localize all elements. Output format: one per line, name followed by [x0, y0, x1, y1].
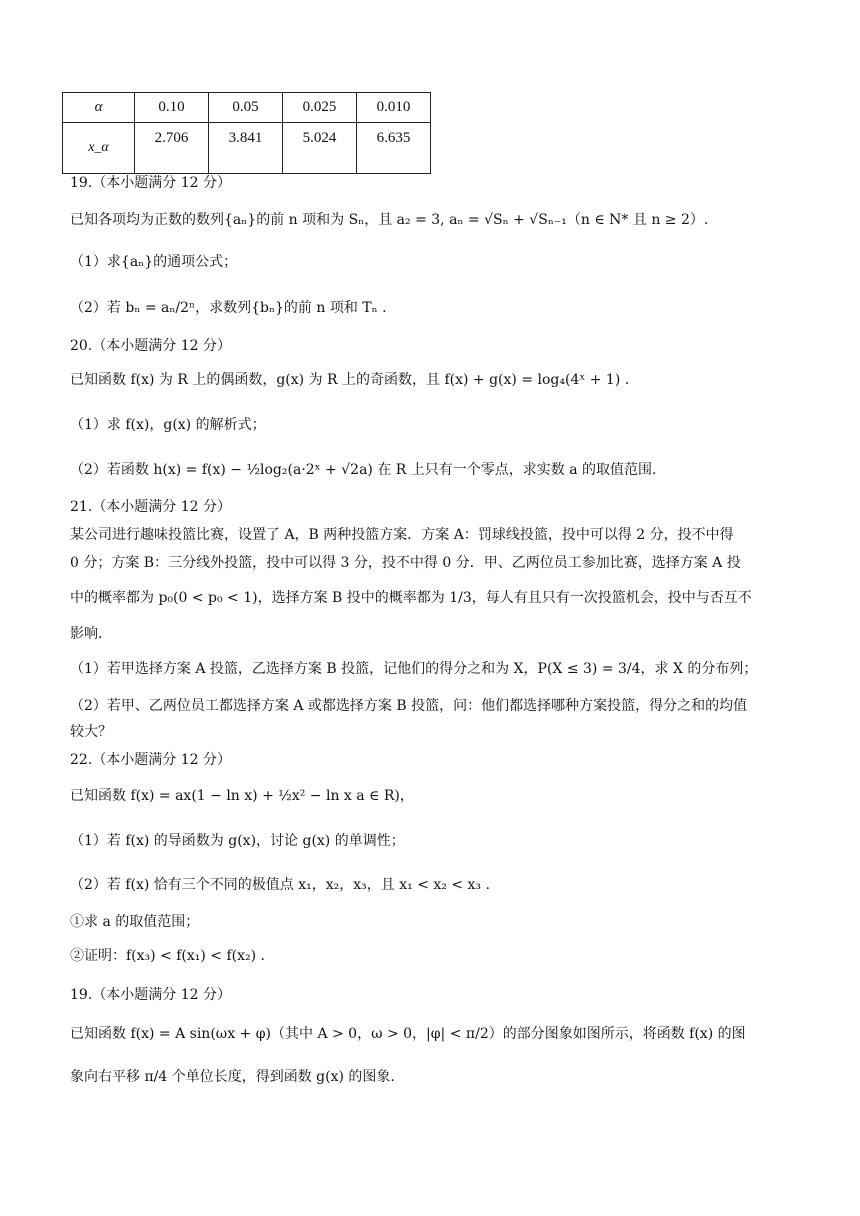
- table-cell: 2.706: [135, 123, 209, 174]
- table-cell: 0.10: [135, 93, 209, 123]
- table-row: [63, 93, 431, 123]
- question-21-text-line: 中的概率都为 p₀(0 < p₀ < 1)，选择方案 B 投中的概率都为 1/3，每人有且只有一次投篮机会，投中与否互不: [70, 590, 752, 606]
- question-19-stem: 已知各项均为正数的数列{aₙ}的前 n 项和为 Sₙ，且 a₂ = 3, aₙ = √Sₙ + √Sₙ₋₁（n ∈ N* 且 n ≥ 2）.: [70, 212, 709, 228]
- question-20-stem: 已知函数 f(x) 为 R 上的偶函数，g(x) 为 R 上的奇函数，且 f(x) + g(x) = log₄(4ˣ + 1) .: [70, 372, 630, 388]
- table-row: [63, 123, 431, 174]
- question-22-part2: （2）若 f(x) 恰有三个不同的极值点 x₁，x₂，x₃，且 x₁ < x₂ < x₃ .: [70, 877, 490, 893]
- question-20-heading: 20.（本小题满分 12 分）: [70, 338, 231, 354]
- question-21-text-line: 某公司进行趣味投篮比赛，设置了 A，B 两种投篮方案．方案 A：罚球线投篮，投中可以得 2 分，投不中得: [70, 527, 734, 543]
- question-22-subpart2: ②证明：f(x₃) < f(x₁) < f(x₂) .: [70, 948, 266, 964]
- table-cell: 6.635: [357, 123, 431, 174]
- question-22-subpart1: ①求 a 的取值范围；: [70, 914, 200, 930]
- question-20-part2: （2）若函数 h(x) = f(x) − ½log₂(a·2ˣ + √2a) 在 R 上只有一个零点，求实数 a 的取值范围.: [70, 462, 657, 478]
- table-cell: 3.841: [209, 123, 283, 174]
- question-19b-stem-cont: 象向右平移 π/4 个单位长度，得到函数 g(x) 的图象.: [70, 1069, 395, 1085]
- question-21-text-line: 0 分；方案 B：三分线外投篮，投中可以得 3 分，投不中得 0 分．甲、乙两位员工参加比赛，选择方案 A 投: [70, 555, 741, 571]
- question-19-heading: 19.（本小题满分 12 分）: [70, 175, 231, 191]
- critical-value-table: [62, 92, 431, 174]
- table-cell: 5.024: [283, 123, 357, 174]
- table-cell: 0.05: [209, 93, 283, 123]
- table-cell: 0.010: [357, 93, 431, 123]
- question-19-part1: （1）求{aₙ}的通项公式；: [70, 254, 238, 270]
- question-20-part1: （1）求 f(x)，g(x) 的解析式；: [70, 417, 266, 433]
- question-22-stem: 已知函数 f(x) = ax(1 − ln x) + ½x² − ln x a ∈ R)，: [70, 788, 414, 804]
- question-19b-heading: 19.（本小题满分 12 分）: [70, 987, 231, 1003]
- question-22-part1: （1）若 f(x) 的导函数为 g(x)，讨论 g(x) 的单调性；: [70, 833, 405, 849]
- question-21-part2-cont: 较大？: [70, 724, 112, 740]
- question-19-part2: （2）若 bₙ = aₙ/2ⁿ，求数列{bₙ}的前 n 项和 Tₙ .: [70, 300, 387, 316]
- table-cell: x_α: [63, 123, 135, 174]
- question-21-part1: （1）若甲选择方案 A 投篮，乙选择方案 B 投篮，记他们的得分之和为 X，P(X ≤ 3) = 3/4，求 X 的分布列；: [70, 661, 758, 677]
- table-cell: 0.025: [283, 93, 357, 123]
- question-21-text-line: 影响.: [70, 626, 103, 642]
- question-22-heading: 22.（本小题满分 12 分）: [70, 752, 231, 768]
- table-cell: α: [63, 93, 135, 123]
- question-21-part2: （2）若甲、乙两位员工都选择方案 A 或都选择方案 B 投篮，问：他们都选择哪种方案投篮，得分之和的均值: [70, 698, 748, 714]
- question-19b-stem: 已知函数 f(x) = A sin(ωx + φ)（其中 A > 0，ω > 0，|φ| < π/2）的部分图象如图所示，将函数 f(x) 的图: [70, 1026, 746, 1042]
- question-21-heading: 21.（本小题满分 12 分）: [70, 499, 231, 515]
